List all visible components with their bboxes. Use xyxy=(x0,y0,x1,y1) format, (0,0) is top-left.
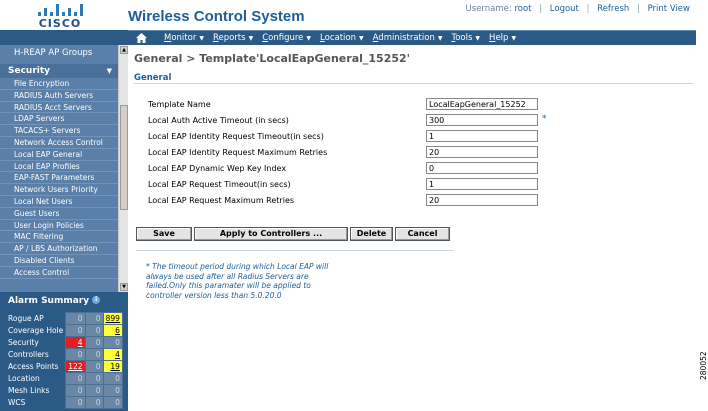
field-label-auth-active-timeout: Local Auth Active Timeout (in secs) xyxy=(148,116,289,125)
field-label-request-retries: Local EAP Request Maximum Retries xyxy=(148,196,295,205)
menu-monitor[interactable]: Monitor ▼ xyxy=(164,33,204,43)
sidebar-item-user-login-policies[interactable]: User Login Policies xyxy=(0,220,118,232)
identity-request-retries-input[interactable] xyxy=(426,146,538,158)
sidebar-item-guest-users[interactable]: Guest Users xyxy=(0,208,118,220)
menu-tools[interactable]: Tools ▼ xyxy=(451,33,481,43)
identity-request-timeout-input[interactable] xyxy=(426,130,538,142)
field-label-template-name: Template Name xyxy=(148,100,211,109)
alarm-row: WCS 0 0 0 xyxy=(6,397,122,409)
sidebar-item-hreap-ap-groups[interactable]: H-REAP AP Groups xyxy=(14,48,93,58)
sidebar-item-network-users-priority[interactable]: Network Users Priority xyxy=(0,184,118,196)
sidebar-item-tacacs[interactable]: TACACS+ Servers xyxy=(0,125,118,137)
footnote: * The timeout period during which Local EAP will always be used after all Radius Servers are failed.Only this paramater will be applied to controller version less than 5.0.20.0 xyxy=(146,262,329,300)
header xyxy=(0,0,696,30)
alarm-row: Controllers 0 0 4 xyxy=(6,349,122,361)
menu-configure[interactable]: Configure ▼ xyxy=(262,33,312,43)
sidebar-item-radius-acct[interactable]: RADIUS Acct Servers xyxy=(0,102,118,114)
alarm-table xyxy=(6,312,123,409)
menu-help[interactable]: Help ▼ xyxy=(489,33,517,43)
user-links: Username: root | Logout | Refresh | Print View xyxy=(465,4,690,14)
sidebar-item-local-eap-profiles[interactable]: Local EAP Profiles xyxy=(0,161,118,173)
sidebar xyxy=(0,45,128,292)
menu-administration[interactable]: Administration ▼ xyxy=(372,33,443,43)
request-timeout-input[interactable] xyxy=(426,178,538,190)
delete-button[interactable]: Delete xyxy=(350,227,393,241)
footnote-asterisk: * xyxy=(542,114,547,124)
sidebar-item-access-control[interactable]: Access Control xyxy=(0,267,118,279)
cisco-logo xyxy=(30,4,90,30)
sidebar-item-file-encryption[interactable]: File Encryption xyxy=(0,78,118,90)
sidebar-scrollbar[interactable] xyxy=(118,45,128,292)
menu-location[interactable]: Location ▼ xyxy=(320,33,364,43)
sidebar-item-disabled-clients[interactable]: Disabled Clients xyxy=(0,255,118,267)
button-bar xyxy=(136,227,452,241)
section-heading: General xyxy=(134,73,172,83)
field-label-request-timeout: Local EAP Request Timeout(in secs) xyxy=(148,180,291,189)
right-margin xyxy=(696,0,708,411)
scroll-thumb[interactable] xyxy=(120,105,128,210)
figure-number: 280052 xyxy=(699,351,708,380)
nav-bar xyxy=(128,30,696,45)
app-title: Wireless Control System xyxy=(128,8,305,25)
sidebar-item-local-eap-general[interactable]: Local EAP General xyxy=(0,149,118,161)
save-button[interactable]: Save xyxy=(136,227,192,241)
username-link[interactable]: root xyxy=(514,4,532,14)
cisco-wordmark: CISCO xyxy=(38,17,82,30)
scroll-up-icon[interactable]: ▲ xyxy=(120,46,128,54)
sidebar-section-security[interactable]: Security ▼ xyxy=(0,64,118,78)
alarm-summary xyxy=(0,292,128,411)
collapse-arrow-icon: ▼ xyxy=(106,67,112,75)
cancel-button[interactable]: Cancel xyxy=(395,227,450,241)
divider xyxy=(134,83,694,84)
dynamic-wep-key-index-input[interactable] xyxy=(426,162,538,174)
sidebar-security-list xyxy=(0,78,118,279)
logout-link[interactable]: Logout xyxy=(549,4,579,14)
page-title: General > Template'LocalEapGeneral_15252' xyxy=(134,52,411,65)
sidebar-item-ap-lbs-authorization[interactable]: AP / LBS Authorization xyxy=(0,243,118,255)
alarm-row: Access Points 122 0 19 xyxy=(6,361,122,373)
request-retries-input[interactable] xyxy=(426,194,538,206)
sidebar-item-eap-fast[interactable]: EAP-FAST Parameters xyxy=(0,172,118,184)
alarm-row: Location 0 0 0 xyxy=(6,373,122,385)
refresh-link[interactable]: Refresh xyxy=(597,4,630,14)
template-name-input[interactable] xyxy=(426,98,538,110)
alarm-row: Coverage Hole 0 0 6 xyxy=(6,325,122,337)
field-label-identity-request-timeout: Local EAP Identity Request Timeout(in secs) xyxy=(148,132,324,141)
scroll-down-icon[interactable]: ▼ xyxy=(120,283,128,291)
sidebar-item-nac[interactable]: Network Access Control xyxy=(0,137,118,149)
username-label: Username: xyxy=(465,4,512,14)
alarm-row: Mesh Links 0 0 0 xyxy=(6,385,122,397)
main-content xyxy=(128,45,696,411)
field-label-identity-request-retries: Local EAP Identity Request Maximum Retries xyxy=(148,148,328,157)
divider xyxy=(136,250,454,251)
main-menu xyxy=(162,31,523,46)
cisco-bars-icon xyxy=(38,4,84,16)
info-icon[interactable]: i xyxy=(92,296,100,304)
home-icon[interactable] xyxy=(136,33,147,43)
alarm-row: Security 4 0 0 xyxy=(6,337,122,349)
sidebar-item-mac-filtering[interactable]: MAC Filtering xyxy=(0,231,118,243)
field-label-dynamic-wep-key-index: Local EAP Dynamic Wep Key Index xyxy=(148,164,287,173)
alarm-summary-title: Alarm Summary i xyxy=(8,296,100,306)
sidebar-item-ldap[interactable]: LDAP Servers xyxy=(0,113,118,125)
menu-reports[interactable]: Reports ▼ xyxy=(212,33,254,43)
sidebar-item-local-net-users[interactable]: Local Net Users xyxy=(0,196,118,208)
auth-active-timeout-input[interactable] xyxy=(426,114,538,126)
apply-to-controllers-button[interactable]: Apply to Controllers ... xyxy=(194,227,348,241)
print-view-link[interactable]: Print View xyxy=(647,4,690,14)
alarm-row: Rogue AP 0 0 899 xyxy=(6,313,122,325)
sidebar-item-radius-auth[interactable]: RADIUS Auth Servers xyxy=(0,90,118,102)
left-header-strip xyxy=(0,30,128,45)
